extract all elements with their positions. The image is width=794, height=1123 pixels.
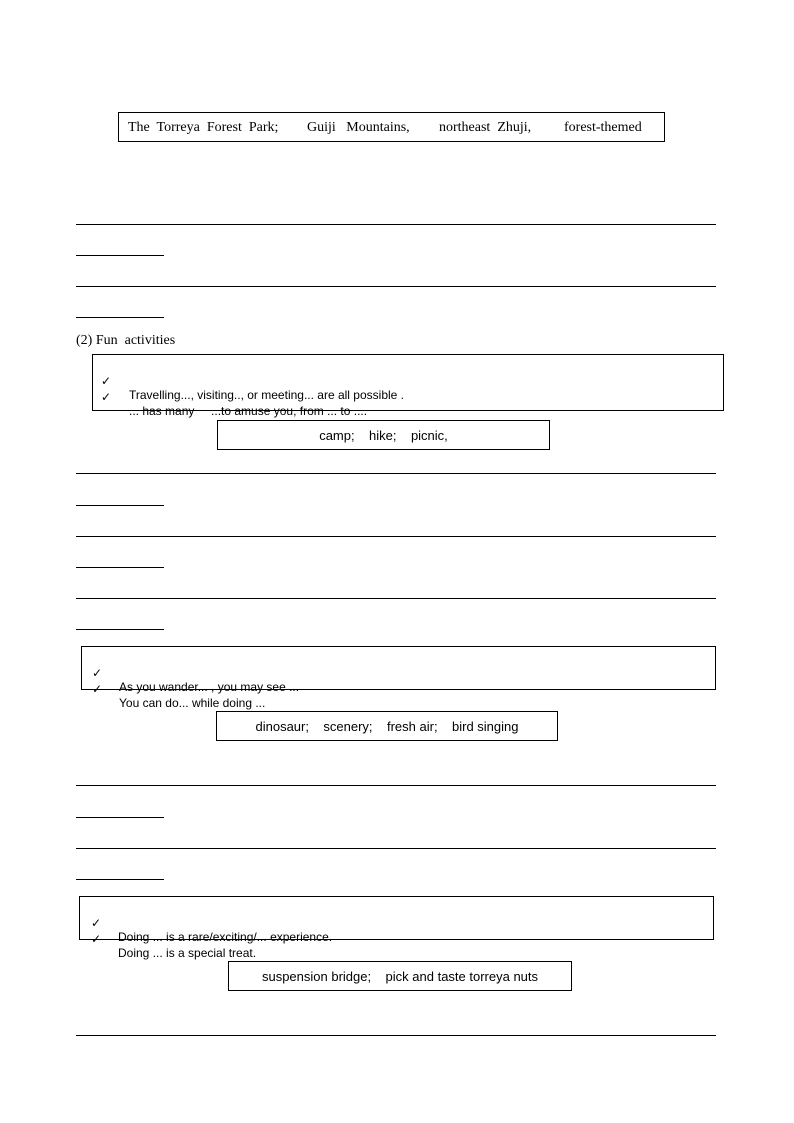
writing-line-short: [76, 629, 164, 630]
word-bank-text: dinosaur; scenery; fresh air; bird singing: [255, 719, 519, 734]
pattern-text: Doing ... is a special treat.: [118, 946, 257, 960]
check-icon: ✓: [100, 374, 112, 388]
writing-line-short: [76, 567, 164, 568]
check-icon: ✓: [100, 390, 112, 404]
writing-line-short: [76, 317, 164, 318]
pattern-item: [93, 392, 723, 406]
section-heading: (2) Fun activities: [76, 333, 176, 348]
pattern-text: As you wander... , you may see ...: [119, 680, 300, 694]
word-bank-box: [217, 420, 550, 450]
sentence-patterns-box: [79, 896, 714, 960]
sentence-patterns-box: [92, 354, 724, 418]
keyword-theme: forest-themed: [564, 120, 642, 135]
word-bank-box: [228, 961, 572, 991]
writing-line: [76, 1035, 716, 1036]
check-icon: ✓: [91, 666, 103, 680]
pattern-item: [82, 652, 715, 694]
writing-line: [76, 473, 716, 474]
check-icon: ✓: [90, 932, 102, 946]
writing-line: [76, 224, 716, 225]
word-bank-text: suspension bridge; pick and taste torreya nuts: [261, 969, 539, 984]
keyword-park: The Torreya Forest Park;: [128, 120, 279, 135]
keyword-location: northeast Zhuji,: [439, 120, 532, 135]
keyword-mountains: Guiji Mountains,: [307, 120, 410, 135]
check-icon: ✓: [91, 682, 103, 696]
writing-line-short: [76, 255, 164, 256]
word-bank-box: [216, 711, 558, 741]
pattern-item: [80, 902, 713, 944]
check-icon: ✓: [90, 916, 102, 930]
word-bank-text: camp; hike; picnic,: [319, 428, 448, 443]
writing-line: [76, 286, 716, 287]
pattern-text: ... has many ...to amuse you, from ... to ....: [129, 404, 368, 418]
sentence-patterns-box: [81, 646, 716, 710]
pattern-text: Travelling..., visiting.., or meeting... are all possible .: [129, 388, 405, 402]
pattern-text: You can do... while doing ...: [119, 696, 266, 710]
pattern-text: Doing ... is a rare/exciting/... experience.: [118, 930, 333, 944]
writing-line: [76, 598, 716, 599]
writing-line-short: [76, 879, 164, 880]
writing-line: [76, 848, 716, 849]
keywords-box: [118, 112, 665, 142]
writing-line-short: [76, 817, 164, 818]
writing-line: [76, 785, 716, 786]
writing-line-short: [76, 505, 164, 506]
writing-line: [76, 536, 716, 537]
pattern-item: [93, 360, 723, 402]
